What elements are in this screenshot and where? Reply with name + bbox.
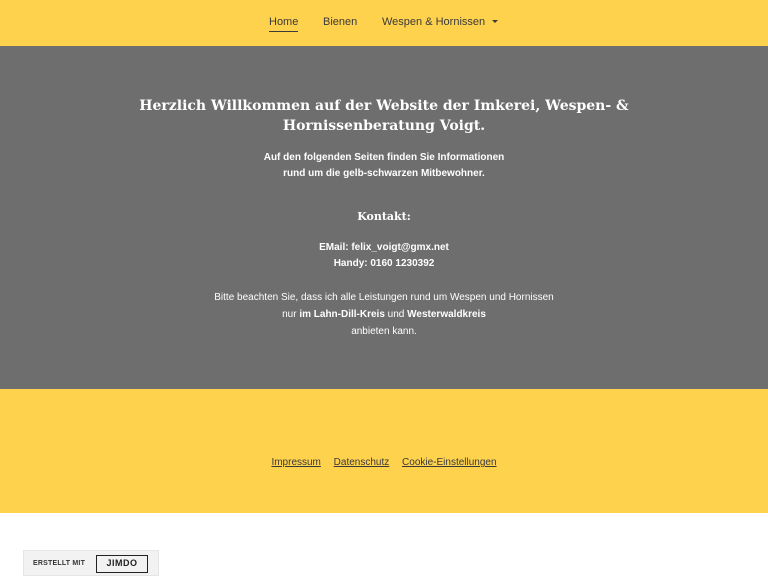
intro-line-1: Auf den folgenden Seiten finden Sie Informationen	[263, 152, 505, 163]
page-title-line-2: Hornissenberatung Voigt.	[282, 118, 486, 134]
nav-item-bienen[interactable]: Bienen	[323, 16, 358, 28]
hero-section	[0, 46, 768, 389]
contact-email: EMail: felix_voigt@gmx.net	[319, 242, 449, 253]
nav-item-home[interactable]: Home	[269, 15, 298, 32]
contact-phone: Handy: 0160 1230392	[333, 258, 435, 269]
jimdo-badge[interactable]	[23, 550, 159, 576]
notice-conjunction: und	[384, 309, 408, 320]
page-title-line-1: Herzlich Willkommen auf der Website der Imkerei, Wespen- &	[139, 98, 629, 114]
intro-line-2: rund um die gelb-schwarzen Mitbewohner.	[283, 168, 485, 179]
main-navigation	[0, 0, 768, 46]
notice-line-3: anbieten kann.	[351, 326, 417, 337]
page-title	[134, 96, 634, 136]
intro-text	[134, 150, 634, 182]
notice-line-1: Bitte beachten Sie, dass ich alle Leistungen rund um Wespen und Hornissen	[214, 292, 554, 303]
chevron-down-icon[interactable]	[492, 20, 498, 23]
header-bar	[0, 0, 768, 46]
jimdo-logo: JIMDO	[96, 555, 148, 573]
badge-text: ERSTELLT MIT	[33, 560, 86, 567]
nav-item-wespen-label: Wespen & Hornissen	[382, 16, 486, 28]
notice-prefix: nur	[282, 309, 300, 320]
datenschutz-link[interactable]: Datenschutz	[333, 457, 390, 468]
footer-links	[0, 457, 768, 468]
notice-region-lahn-dill: im Lahn-Dill-Kreis	[299, 309, 385, 320]
contact-heading: Kontakt:	[357, 210, 411, 223]
service-area-notice	[134, 289, 634, 340]
nav-item-wespen-hornissen[interactable]	[382, 15, 498, 29]
cookie-settings-link[interactable]: Cookie-Einstellungen	[402, 457, 497, 468]
notice-region-westerwald: Westerwaldkreis	[407, 309, 486, 320]
footer	[0, 389, 768, 513]
contact-details	[134, 240, 634, 272]
impressum-link[interactable]: Impressum	[271, 457, 321, 468]
